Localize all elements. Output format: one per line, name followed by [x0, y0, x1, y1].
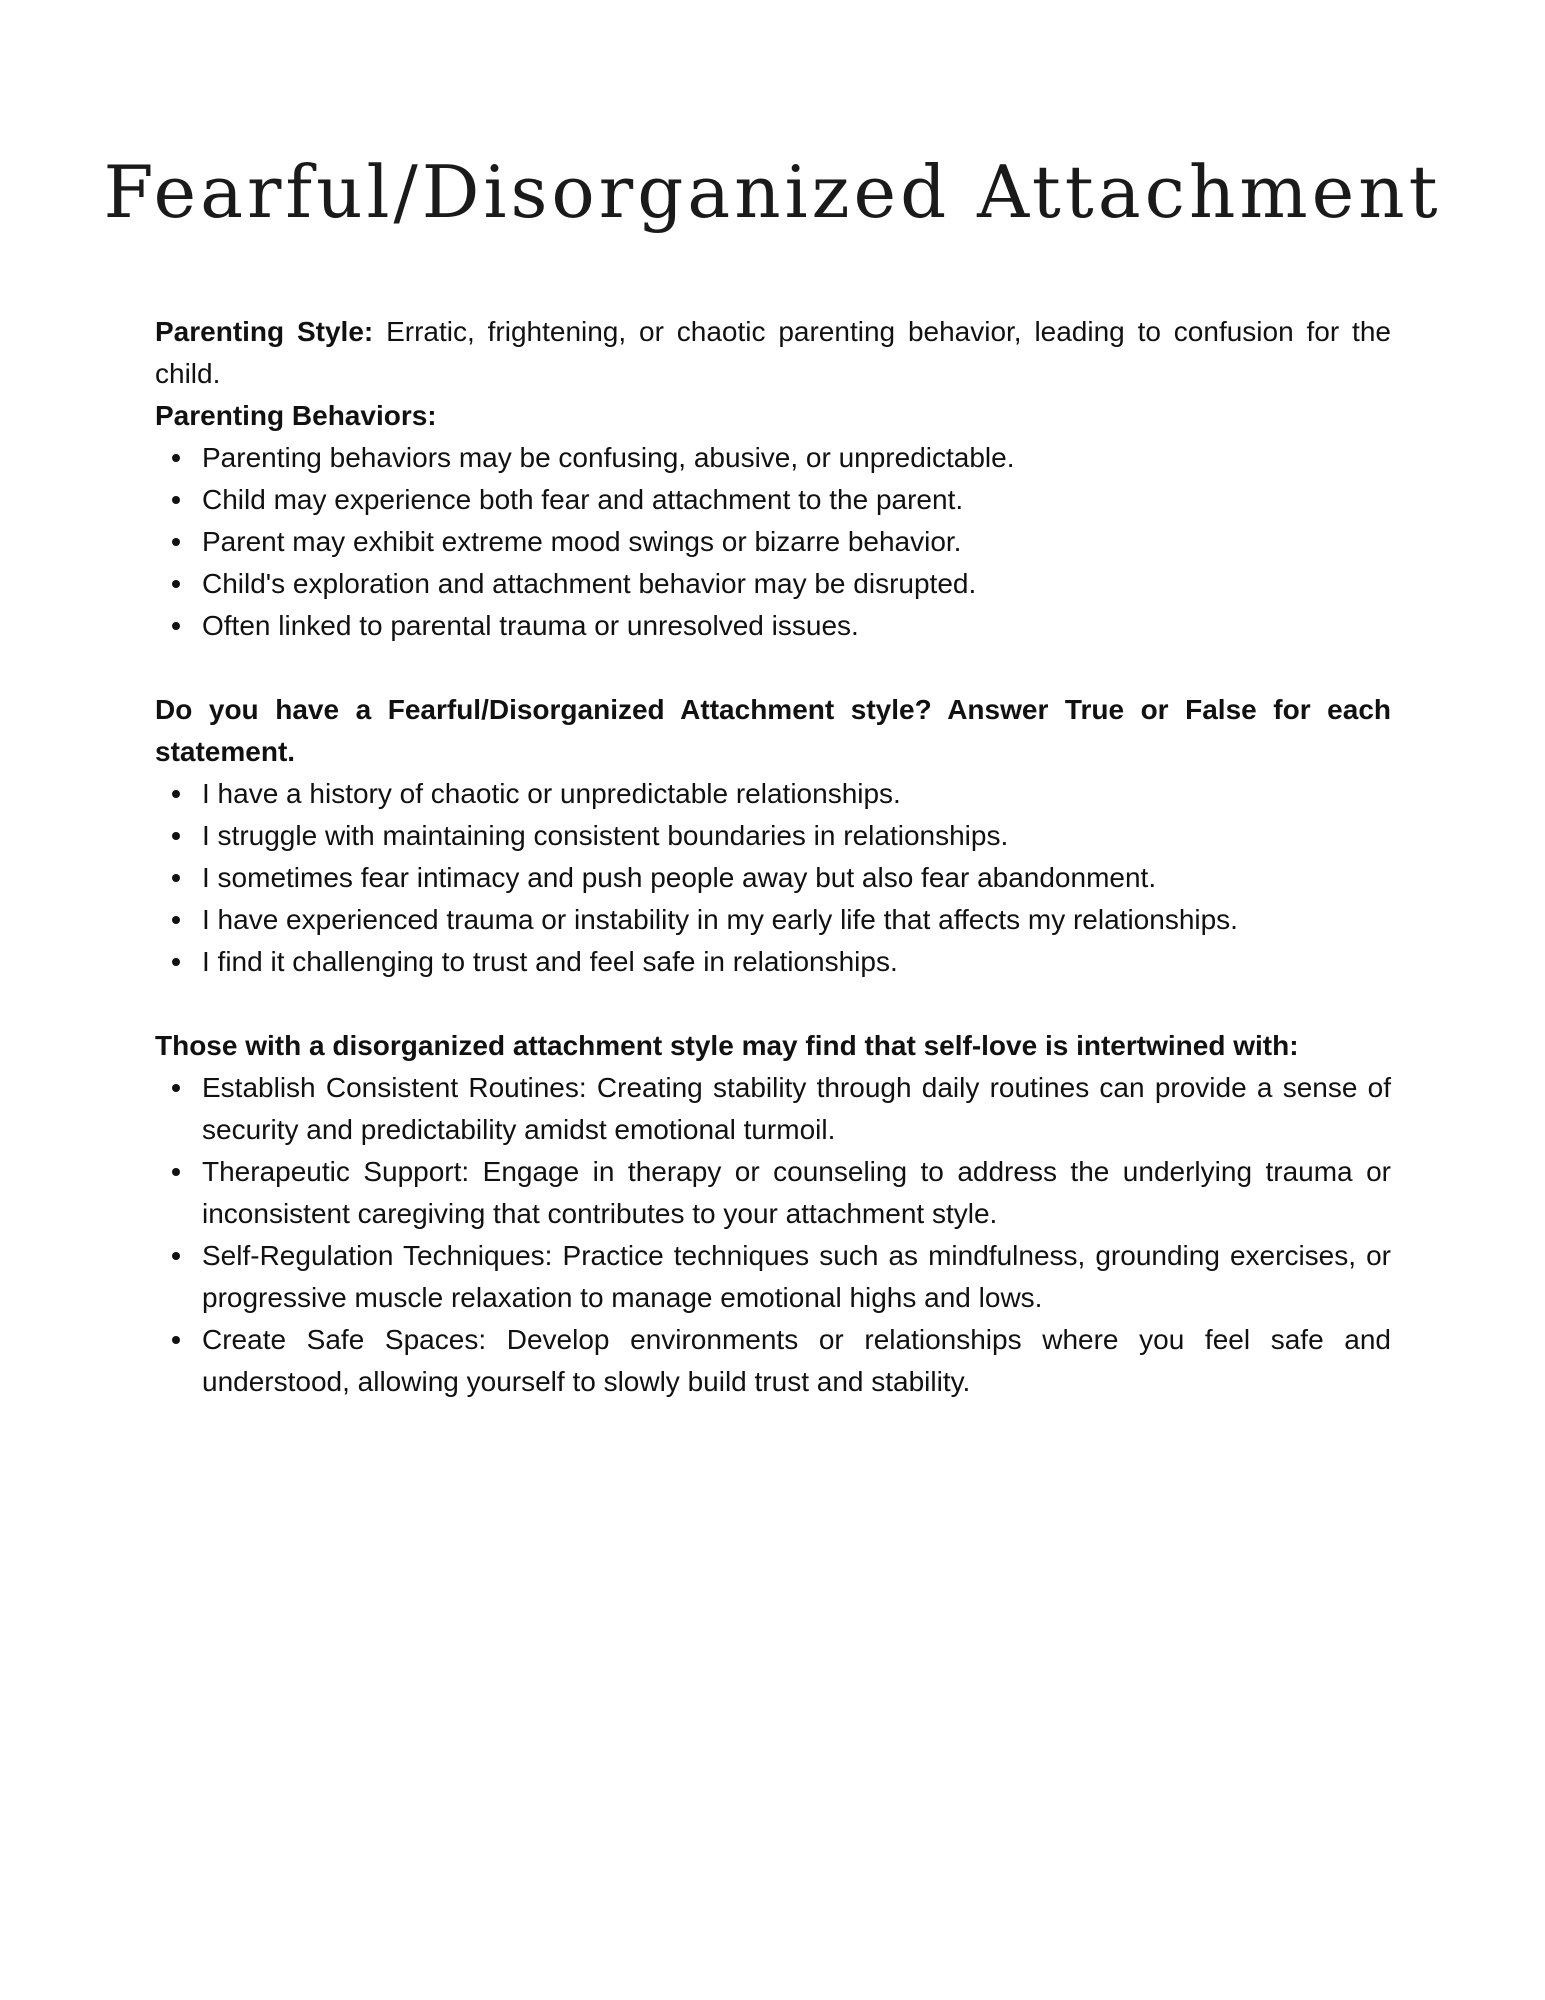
- list-item: [202, 1319, 1391, 1403]
- page-title: Fearful/Disorganized Attachment: [103, 150, 1442, 234]
- bullet-icon: [172, 790, 180, 798]
- bullet-icon: [172, 538, 180, 546]
- list-item: [202, 941, 1391, 983]
- list-item-text: Create Safe Spaces: Develop environments or relationships where you feel safe and understood, allowing yourself to slowly build trust and stability.: [202, 1324, 1391, 1397]
- parenting-behaviors-heading: Parenting Behaviors:: [155, 400, 437, 431]
- bullet-icon: [172, 1084, 180, 1092]
- list-item: [202, 563, 1391, 605]
- bullet-icon: [172, 496, 180, 504]
- bullet-icon: [172, 622, 180, 630]
- parenting-behaviors-list: [155, 437, 1391, 647]
- list-item-text: Establish Consistent Routines: Creating stability through daily routines can provide a sense of security and predictability amidst emotional turmoil.: [202, 1072, 1391, 1145]
- list-item: [202, 1235, 1391, 1319]
- bullet-icon: [172, 832, 180, 840]
- bullet-icon: [172, 580, 180, 588]
- list-item-text: I have a history of chaotic or unpredictable relationships.: [202, 778, 901, 809]
- list-item: [202, 1067, 1391, 1151]
- list-item-text: Self-Regulation Techniques: Practice techniques such as mindfulness, grounding exercises, or progressive muscle relaxation to manage emotional highs and lows.: [202, 1240, 1391, 1313]
- list-item-text: Parenting behaviors may be confusing, abusive, or unpredictable.: [202, 442, 1015, 473]
- bullet-icon: [172, 1168, 180, 1176]
- self-love-list: [155, 1067, 1391, 1403]
- quiz-heading: Do you have a Fearful/Disorganized Attachment style? Answer True or False for each statement.: [155, 694, 1391, 767]
- parenting-style-paragraph: [155, 311, 1391, 395]
- list-item: [202, 857, 1391, 899]
- list-item: [202, 773, 1391, 815]
- list-item-text: I find it challenging to trust and feel safe in relationships.: [202, 946, 898, 977]
- bullet-icon: [172, 1336, 180, 1344]
- list-item: [202, 479, 1391, 521]
- parenting-style-text: Erratic, frightening, or chaotic parenting behavior, leading to confusion for the child.: [155, 316, 1391, 389]
- bullet-icon: [172, 958, 180, 966]
- section-spacer: [155, 983, 1391, 1025]
- bullet-icon: [172, 916, 180, 924]
- list-item: [202, 521, 1391, 563]
- list-item-text: I sometimes fear intimacy and push people away but also fear abandonment.: [202, 862, 1157, 893]
- list-item-text: Often linked to parental trauma or unresolved issues.: [202, 610, 859, 641]
- list-item-text: Child may experience both fear and attachment to the parent.: [202, 484, 964, 515]
- list-item: [202, 605, 1391, 647]
- self-love-heading: Those with a disorganized attachment style may find that self-love is intertwined with:: [155, 1030, 1299, 1061]
- list-item: [202, 437, 1391, 479]
- list-item-text: I have experienced trauma or instability in my early life that affects my relationships.: [202, 904, 1238, 935]
- quiz-statements-list: [155, 773, 1391, 983]
- list-item-text: Therapeutic Support: Engage in therapy or counseling to address the underlying trauma or inconsistent caregiving that contributes to your attachment style.: [202, 1156, 1391, 1229]
- list-item-text: Child's exploration and attachment behavior may be disrupted.: [202, 568, 977, 599]
- document-body: [155, 311, 1391, 1403]
- list-item: [202, 815, 1391, 857]
- bullet-icon: [172, 874, 180, 882]
- parenting-style-label: Parenting Style:: [155, 316, 374, 347]
- bullet-icon: [172, 454, 180, 462]
- list-item-text: I struggle with maintaining consistent boundaries in relationships.: [202, 820, 1009, 851]
- list-item-text: Parent may exhibit extreme mood swings or bizarre behavior.: [202, 526, 962, 557]
- bullet-icon: [172, 1252, 180, 1260]
- list-item: [202, 1151, 1391, 1235]
- section-spacer: [155, 647, 1391, 689]
- list-item: [202, 899, 1391, 941]
